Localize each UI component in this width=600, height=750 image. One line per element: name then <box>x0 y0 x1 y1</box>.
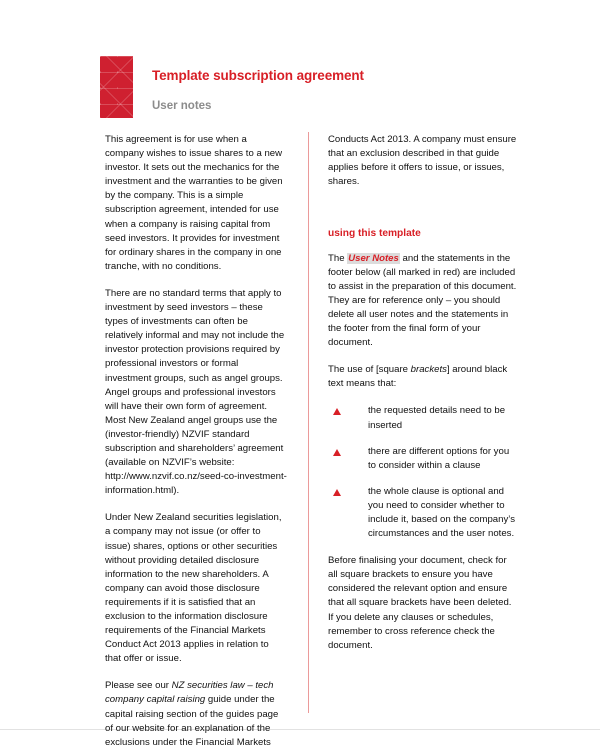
brackets-italic-word: brackets <box>410 364 447 376</box>
list-item <box>328 445 518 473</box>
list-item <box>328 404 518 432</box>
paragraph-closing: Before finalising your document, check for all square brackets to ensure you have considered the relevant option and ensure that all square brackets have been deleted. If you delete any clauses or schedules, remember to cross reference check the document. <box>328 555 512 651</box>
paragraph-guide-reference <box>105 679 287 749</box>
section-heading-using-this-template: using this template <box>328 228 421 240</box>
user-notes-lead-text: The <box>328 252 348 264</box>
left-column <box>105 133 287 750</box>
paragraph-standard-terms: There are no standard terms that apply to investment by seed investors – these types of investments can often be relatively informal and may not include the investor protection provisions required by professional investors or formal investment groups, such as angel groups. Angel groups and professional investors will have their own form of agreement. Most New Zealand angel groups use the (investor-friendly) NZVIF standard subscription and shareholders’ agreement (available on NZVIF’s website: http://www.nzvif.co.nz/seed-co-investment-information.html). <box>105 287 287 497</box>
red-triangle-bullet-icon <box>333 408 341 415</box>
column-divider <box>308 132 309 713</box>
list-item-label: the whole clause is optional and you need to consider whether to include it, based on the company’s circumstances and the user notes. <box>368 485 516 540</box>
brackets-lead-text: The use of [square <box>328 364 411 376</box>
list-item-label: the requested details need to be inserted <box>368 405 506 431</box>
list-item-label: there are different options for you to consider within a clause <box>368 445 510 471</box>
user-notes-tail-text: and the statements in the footer below (all marked in red) are included to assist in the preparation of this document. They are for reference only – you should delete all user notes and the statements in the footer from the final form of your document. <box>328 252 517 349</box>
document-header <box>100 56 520 118</box>
bullet-list <box>328 404 518 541</box>
guide-lead-text: Please see our <box>105 680 172 692</box>
paragraph-continuation: Conducts Act 2013. A company must ensure that an exclusion described in that guide applies before it offers to issue, or issues, shares. <box>328 134 517 188</box>
list-item <box>328 485 518 541</box>
section-spacer <box>328 202 518 228</box>
paragraph-securities-legislation: Under New Zealand securities legislation, a company may not issue (or offer to issue) shares, options or other securities without providing detailed disclosure information to the new shareholders. A company can avoid those disclosure requirements if it is satisfied that an exclusion to the information disclosure requirements of the Financial Markets Conduct Act 2013 applies in relation to that offer or issue. <box>105 512 282 665</box>
brackets-tail-text: ] around black text means that: <box>328 364 508 390</box>
red-triangle-bullet-icon <box>333 489 341 496</box>
page-subtitle: User notes <box>152 99 212 112</box>
guide-tail-text: guide under the capital raising section of the guides page of our website for an explanation of the exclusions under the Financial Markets <box>105 694 279 748</box>
red-triangle-lattice-logo-icon <box>100 56 133 118</box>
red-triangle-bullet-icon <box>333 449 341 456</box>
title-block <box>152 69 512 112</box>
paragraph-square-brackets <box>328 363 518 391</box>
guide-italic-title: NZ securities law – tech company capital raising <box>105 680 274 706</box>
paragraph-user-notes <box>328 252 518 351</box>
page-title: Template subscription agreement <box>152 68 364 83</box>
paragraph-intro: This agreement is for use when a company wishes to issue shares to a new investor. It sets out the mechanics for the investment and the warranties to be given by the company. This is a simple subscription agreement, intended for use when a company is raising capital from seed investors. It provides for investment for ordinary shares in the company in one tranche, with no conditions. <box>105 134 283 272</box>
right-column <box>328 133 518 653</box>
user-notes-highlight: User Notes <box>348 252 399 264</box>
